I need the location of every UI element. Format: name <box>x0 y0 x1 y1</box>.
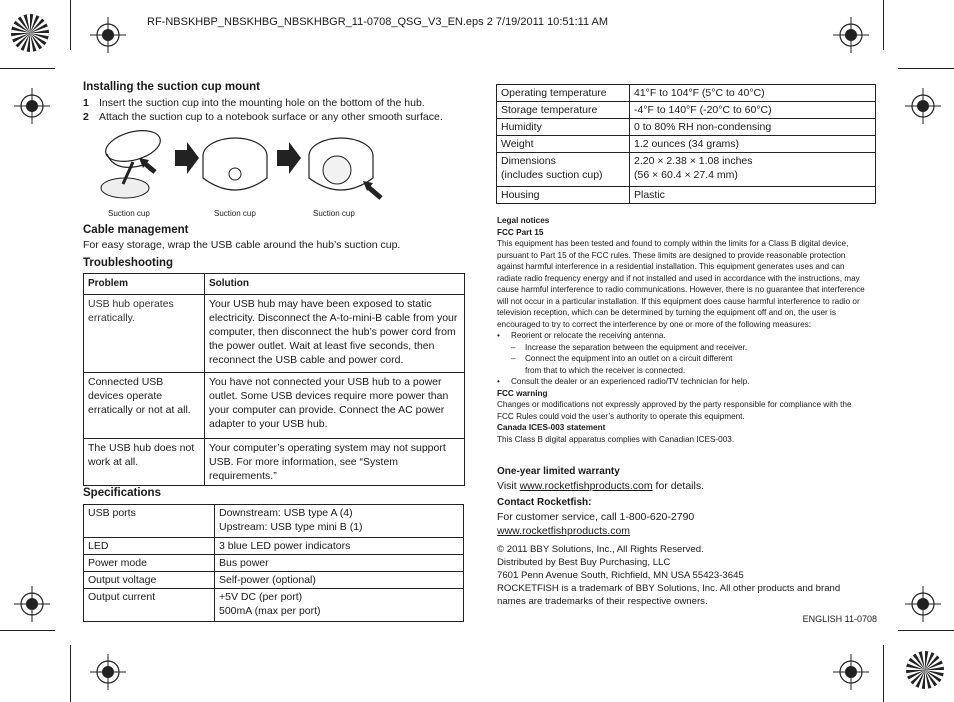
spec-label: Output voltage <box>84 572 215 589</box>
specifications-title: Specifications <box>83 487 161 499</box>
solution-cell: You have not connected your USB hub to a power outlet. Some USB devices require more power than your computer can provide. Connect the AC power adapter to your USB hub. <box>205 373 465 439</box>
table-row <box>84 555 464 572</box>
environment-specs-table <box>496 84 876 204</box>
spec-label: Humidity <box>497 119 630 136</box>
spec-value: 3 blue LED power indicators <box>215 538 464 555</box>
solution-cell: Your USB hub may have been exposed to static electricity. Disconnect the A-to-mini-B cable from your computer, then disconnect the hub’s power cord from the power outlet. Wait at least five seconds, then reconnect the USB cable and power cord. <box>205 295 465 373</box>
registration-mark-icon <box>14 586 50 622</box>
column-header: Solution <box>205 274 465 295</box>
table-row <box>84 538 464 555</box>
canada-text: This Class B digital apparatus complies with Canadian ICES-003. <box>497 434 735 444</box>
problem-cell: Connected USB devices operate erratically or not at all. <box>84 373 205 439</box>
spec-value-line: Upstream: USB type mini B (1) <box>219 521 363 533</box>
crop-mark <box>70 645 71 702</box>
registration-mark-icon <box>833 654 869 690</box>
spec-label: Storage temperature <box>497 102 630 119</box>
starburst-target-icon <box>10 13 50 53</box>
list-item: – Connect the equipment into an outlet on a circuit different <box>511 354 733 363</box>
trademark-line: ROCKETFISH is a trademark of BBY Solutions, Inc. All other products and brand <box>497 583 841 594</box>
canada-title: Canada ICES-003 statement <box>497 423 606 432</box>
column-header: Problem <box>84 274 205 295</box>
spec-label: Power mode <box>84 555 215 572</box>
table-row <box>84 439 465 486</box>
registration-mark-icon <box>833 17 869 53</box>
illustration-label: Suction cup <box>214 209 256 218</box>
table-row <box>497 85 876 102</box>
step-item <box>83 96 483 110</box>
step-text: Insert the suction cup into the mounting hole on the bottom of the hub. <box>99 97 425 109</box>
table-header-row <box>84 274 465 295</box>
spec-value: Plastic <box>630 187 876 204</box>
table-row <box>497 102 876 119</box>
specifications-table <box>83 504 464 622</box>
crop-mark <box>883 0 884 50</box>
spec-label: LED <box>84 538 215 555</box>
installing-title: Installing the suction cup mount <box>83 81 260 93</box>
spec-value <box>215 505 464 538</box>
list-item: • Reorient or relocate the receiving antenna. <box>497 331 666 340</box>
arrow-right-icon <box>175 142 199 174</box>
contact-text: For customer service, call 1-800-620-2790 <box>497 511 695 523</box>
warranty-link[interactable]: www.rocketfishproducts.com <box>519 480 653 492</box>
step-item <box>83 110 483 124</box>
problem-cell: USB hub operates erratically. <box>84 295 205 373</box>
spec-label: Output current <box>84 589 215 622</box>
spec-value: 1.2 ounces (34 grams) <box>630 136 876 153</box>
address: 7601 Penn Avenue South, Richfield, MN USA 55423-3645 <box>497 570 744 581</box>
crop-mark <box>898 68 954 69</box>
hub-tilted-icon <box>101 126 164 198</box>
crop-mark <box>70 0 71 50</box>
spec-label: Operating temperature <box>497 85 630 102</box>
table-row <box>497 136 876 153</box>
file-info-header: RF-NBSKHBP_NBSKHBG_NBSKHBGR_11-0708_QSG_V3_EN.eps 2 7/19/2011 10:51:11 AM <box>147 16 609 28</box>
spec-value <box>630 153 876 187</box>
list-item-text: Consult the dealer or an experienced radio/TV technician for help. <box>511 377 750 386</box>
crop-mark <box>883 645 884 702</box>
warranty-visit: Visit <box>497 480 517 492</box>
distributor: Distributed by Best Buy Purchasing, LLC <box>497 557 671 568</box>
starburst-target-icon <box>905 650 945 690</box>
list-item: – Increase the separation between the equipment and receiver. <box>511 342 748 352</box>
contact-link[interactable]: www.rocketfishproducts.com <box>497 525 631 537</box>
spec-value-line: 2.20 × 2.38 × 1.08 inches <box>634 155 753 167</box>
list-item: • Consult the dealer or an experienced radio/TV technician for help. <box>497 377 750 386</box>
spec-label: USB ports <box>84 505 215 538</box>
table-row <box>84 505 464 538</box>
spec-label: Weight <box>497 136 630 153</box>
spec-value: Self-power (optional) <box>215 572 464 589</box>
trademark-line: names are trademarks of their respective owners. <box>497 596 708 607</box>
solution-cell: Your computer’s operating system may not support USB. For more information, see “System requirements.” <box>205 439 465 486</box>
table-row <box>497 187 876 204</box>
step-number: 2 <box>83 111 89 123</box>
legal-section <box>497 215 867 445</box>
table-row <box>84 572 464 589</box>
table-row <box>84 373 465 439</box>
troubleshooting-table <box>83 273 465 486</box>
suction-cup-illustration <box>95 126 395 212</box>
warranty-section <box>497 465 867 493</box>
fcc-text: This equipment has been tested and found to comply within the limits for a Class B digital device, pursuant to Part 15 of the FCC rules. These limits are designed to provide reasonable protection against harmful interference in a residential installation. This equipment generates uses and can radiate radio frequency energy and if not installed and used in accordance with the instructions, may cause harmful interference to radio communications. However, there is no guarantee that interference will not occur in a particular installation. If this equipment does cause harmful interference to radio or television reception, which can be determined by turning the equipment off and on, the user is encouraged to try to correct the interference by one or more of the following measures: <box>497 239 865 329</box>
list-item-text: Increase the separation between the equipment and receiver. <box>525 342 748 352</box>
registration-mark-icon <box>905 88 941 124</box>
crop-mark <box>898 630 954 631</box>
spec-value-line: Downstream: USB type A (4) <box>219 507 353 519</box>
hub-bottom-icon <box>309 138 381 198</box>
cable-title: Cable management <box>83 224 189 236</box>
table-row <box>84 295 465 373</box>
troubleshooting-title: Troubleshooting <box>83 257 174 269</box>
contact-title: Contact Rocketfish: <box>497 497 592 508</box>
table-row <box>497 119 876 136</box>
spec-label: Housing <box>497 187 630 204</box>
cable-text: For easy storage, wrap the USB cable around the hub’s suction cup. <box>83 239 401 251</box>
spec-label <box>497 153 630 187</box>
list-item-text: Connect the equipment into an outlet on a circuit different <box>525 354 733 363</box>
hub-top-icon <box>203 138 267 190</box>
registration-mark-icon <box>14 88 50 124</box>
installing-steps <box>83 96 483 124</box>
spec-value: 41°F to 104°F (5°C to 40°C) <box>630 85 876 102</box>
spec-value <box>215 589 464 622</box>
spec-value: 0 to 80% RH non-condensing <box>630 119 876 136</box>
contact-section <box>497 496 867 538</box>
spec-value-line: (56 × 60.4 × 27.4 mm) <box>634 169 738 181</box>
arrow-right-icon <box>277 142 301 174</box>
spec-value-line: +5V DC (per port) <box>219 591 303 603</box>
spec-value: -4°F to 140°F (-20°C to 60°C) <box>630 102 876 119</box>
registration-mark-icon <box>905 586 941 622</box>
list-item-text: Reorient or relocate the receiving antenna. <box>511 331 666 340</box>
footer-section <box>497 543 877 608</box>
registration-mark-icon <box>90 654 126 690</box>
crop-mark <box>0 68 55 69</box>
illustration-label: Suction cup <box>108 209 150 218</box>
fcc-title: FCC Part 15 <box>497 227 544 237</box>
fcc-warning-text: Changes or modifications not expressly approved by the party responsible for compliance with the FCC Rules could void the user’s authority to operate this equipment. <box>497 400 852 421</box>
list-item-text: from that to which the receiver is connected. <box>525 365 686 375</box>
spec-value-line: 500mA (max per port) <box>219 605 321 617</box>
spec-label-line: Dimensions <box>501 155 556 167</box>
spec-label-line: (includes suction cup) <box>501 169 603 181</box>
fcc-warning-title: FCC warning <box>497 388 548 398</box>
crop-mark <box>0 630 55 631</box>
registration-mark-icon <box>90 17 126 53</box>
illustration-label: Suction cup <box>313 209 355 218</box>
step-text: Attach the suction cup to a notebook surface or any other smooth surface. <box>99 111 443 123</box>
page-number: ENGLISH 11-0708 <box>802 614 877 624</box>
warranty-title: One-year limited warranty <box>497 466 620 477</box>
spec-value: Bus power <box>215 555 464 572</box>
problem-cell: The USB hub does not work at all. <box>84 439 205 486</box>
table-row <box>497 153 876 187</box>
warranty-text <box>497 479 867 493</box>
table-row <box>84 589 464 622</box>
legal-title: Legal notices <box>497 216 550 225</box>
copyright: © 2011 BBY Solutions, Inc., All Rights Reserved. <box>497 544 704 555</box>
step-number: 1 <box>83 97 89 109</box>
warranty-suffix: for details. <box>655 480 704 492</box>
